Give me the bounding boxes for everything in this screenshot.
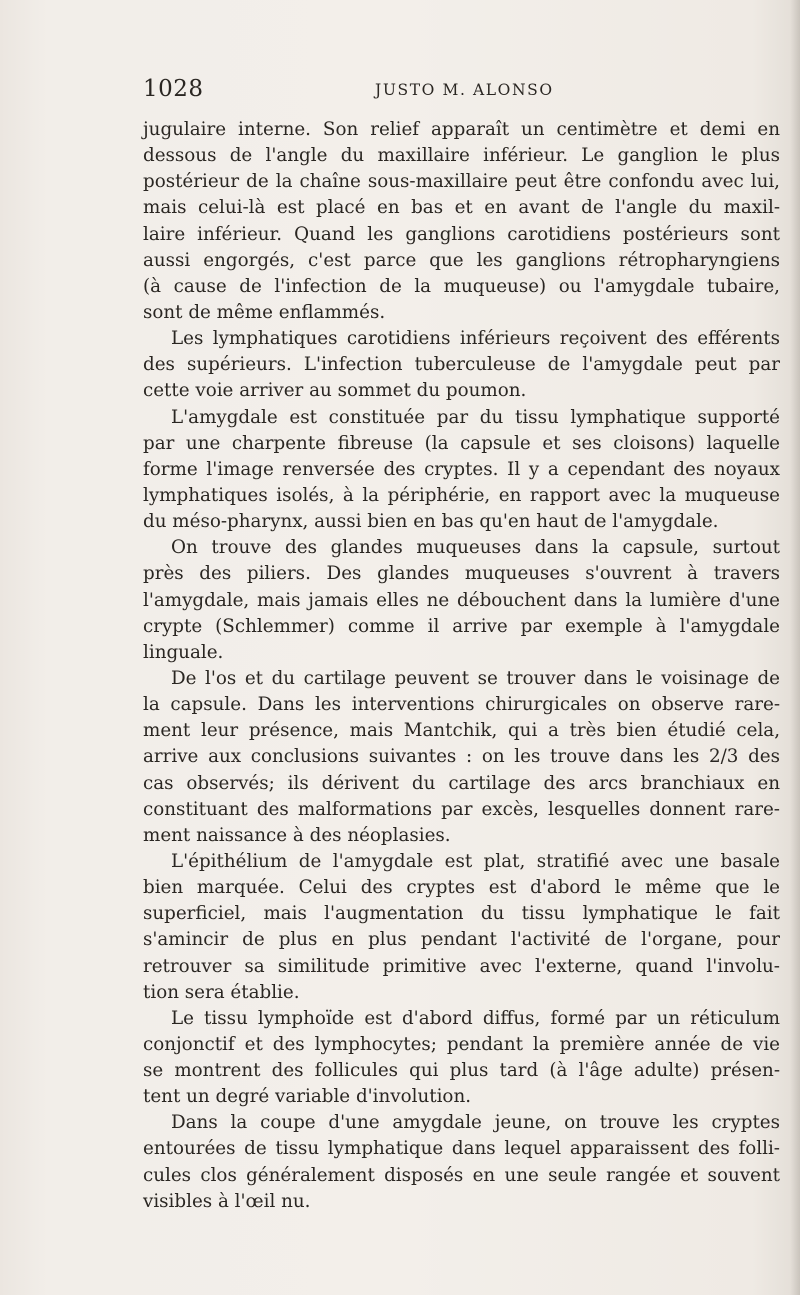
text-line: retrouver sa similitude primitive avec l'externe, quand l'involu- — [143, 955, 780, 977]
text-line: sont de même enflammés. — [143, 301, 386, 323]
running-head: JUSTO M. ALONSO — [375, 81, 554, 99]
text-line: crypte (Schlemmer) comme il arrive par exemple à l'amygdale — [143, 615, 780, 637]
text-line: près des piliers. Des glandes muqueuses s'ouvrent à travers — [143, 563, 780, 585]
text-line: constituant des malformations par excès, lesquelles donnent rare- — [143, 798, 780, 820]
text-line: visibles à l'œil nu. — [143, 1190, 311, 1212]
text-line: laire inférieur. Quand les ganglions carotidiens postérieurs sont — [143, 223, 780, 245]
text-line: du méso-pharynx, aussi bien en bas qu'en haut de l'amygdale. — [143, 511, 719, 533]
paragraph-first-line: L'épithélium de l'amygdale est plat, stratifié avec une basale — [171, 850, 780, 872]
text-line: se montrent des follicules qui plus tard (à l'âge adulte) présen- — [143, 1060, 780, 1082]
text-line: par une charpente fibreuse (la capsule et ses cloisons) laquelle — [143, 432, 780, 454]
paragraph-first-line: L'amygdale est constituée par du tissu lymphatique supporté — [171, 406, 780, 428]
text-line: cas observés; ils dérivent du cartilage des arcs branchiaux en — [143, 772, 780, 794]
text-line: jugulaire interne. Son relief apparaît un centimètre et demi en — [143, 119, 780, 140]
paragraph-first-line: De l'os et du cartilage peuvent se trouver dans le voisinage de — [171, 667, 780, 689]
text-line: conjonctif et des lymphocytes; pendant la première année de vie — [143, 1033, 780, 1055]
paragraph-first-line: Dans la coupe d'une amygdale jeune, on trouve les cryptes — [171, 1112, 780, 1134]
text-line: cette voie arriver au sommet du poumon. — [143, 380, 527, 402]
text-line: l'amygdale, mais jamais elles ne débouchent dans la lumière d'une — [143, 589, 780, 611]
text-line: arrive aux conclusions suivantes : on les trouve dans les 2/3 des — [143, 746, 780, 768]
text-line: bien marquée. Celui des cryptes est d'abord le même que le — [143, 877, 780, 899]
paragraph-first-line: Les lymphatiques carotidiens inférieurs reçoivent des efférents — [171, 328, 780, 350]
text-line: tent un degré variable d'involution. — [143, 1086, 472, 1108]
text-line: la capsule. Dans les interventions chirurgicales on observe rare- — [143, 694, 780, 716]
text-line: linguale. — [143, 641, 224, 663]
text-line: dessous de l'angle du maxillaire inférieur. Le ganglion le plus — [143, 145, 780, 167]
text-line: (à cause de l'infection de la muqueuse) ou l'amygdale tubaire, — [143, 275, 780, 297]
text-line: forme l'image renversée des cryptes. Il y a cependant des noyaux — [143, 458, 780, 480]
text-line: ment leur présence, mais Mantchik, qui a très bien étudié cela, — [143, 720, 780, 742]
text-line: ment naissance à des néoplasies. — [143, 824, 451, 846]
text-line: cules clos généralement disposés en une seule rangée et souvent — [143, 1164, 780, 1186]
text-line: mais celui-là est placé en bas et en avant de l'angle du maxil- — [143, 197, 780, 219]
text-line: aussi engorgés, c'est parce que les ganglions rétropharyngiens — [143, 249, 780, 271]
text-line: entourées de tissu lymphatique dans lequel apparaissent des folli- — [143, 1138, 780, 1160]
text-line: des supérieurs. L'infection tuberculeuse de l'amygdale peut par — [143, 354, 780, 376]
text-line: lymphatiques isolés, à la périphérie, en rapport avec la muqueuse — [143, 484, 780, 506]
page-number: 1028 — [143, 76, 204, 102]
page-edge-shadow — [790, 0, 800, 1295]
text-line: superficiel, mais l'augmentation du tissu lymphatique le fait — [143, 903, 780, 925]
text-line: postérieur de la chaîne sous-maxillaire peut être confondu avec lui, — [143, 171, 780, 193]
paragraph-first-line: Le tissu lymphoïde est d'abord diffus, formé par un réticulum — [171, 1007, 780, 1029]
text-line: tion sera établie. — [143, 981, 300, 1003]
paragraph-first-line: On trouve des glandes muqueuses dans la capsule, surtout — [171, 537, 780, 559]
text-line: s'amincir de plus en plus pendant l'activité de l'organe, pour — [143, 929, 780, 951]
page-header — [143, 76, 573, 106]
body-text — [143, 117, 780, 1215]
